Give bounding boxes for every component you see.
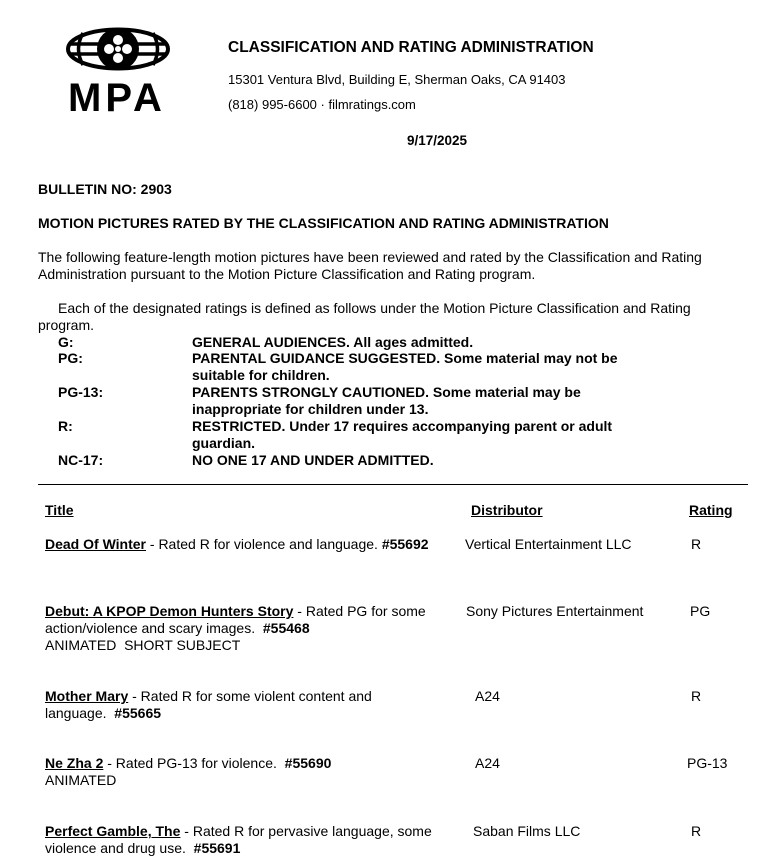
film-distributor: Saban Films LLC (473, 823, 581, 839)
film-number: #55691 (193, 840, 241, 856)
rating-code: R: (58, 418, 73, 434)
film-rating-reason: - Rated PG-13 for violence. (103, 755, 277, 771)
rating-definition: GENERAL AUDIENCES. All ages admitted. (192, 334, 474, 350)
film-distributor: A24 (475, 688, 500, 704)
film-title: Perfect Gamble, The (45, 823, 181, 839)
film-entry (45, 755, 440, 789)
film-entry (45, 688, 440, 722)
film-title: Ne Zha 2 (45, 755, 104, 771)
film-entry (45, 536, 440, 553)
film-note: ANIMATED (45, 772, 117, 788)
rating-definition: NO ONE 17 AND UNDER ADMITTED. (192, 452, 434, 468)
film-rating: R (691, 536, 702, 552)
rating-code: G: (58, 334, 74, 350)
film-distributor: Vertical Entertainment LLC (465, 536, 632, 552)
film-rating: R (691, 823, 702, 839)
rating-definition: PARENTS STRONGLY CAUTIONED. Some material may be inappropriate for children under 13. (192, 384, 581, 417)
film-rating-reason: - Rated R for some violent content and language. (45, 688, 372, 721)
rating-definition: RESTRICTED. Under 17 requires accompanying parent or adult guardian. (192, 418, 613, 451)
film-number: #55665 (114, 705, 162, 721)
film-rating: PG (690, 603, 711, 619)
intro-paragraph: The following feature-length motion pictures have been reviewed and rated by the Classification and Rating Administration pursuant to the Motion Picture Classification and Rating program. (38, 249, 702, 282)
rating-code: NC-17: (58, 452, 104, 468)
film-number: #55468 (262, 620, 310, 636)
film-distributor: Sony Pictures Entertainment (466, 603, 644, 619)
film-title: Mother Mary (45, 688, 129, 704)
film-rating-reason: - Rated PG for some action/violence and scary images. (45, 603, 426, 636)
rating-definition: PARENTAL GUIDANCE SUGGESTED. Some material may not be suitable for children. (192, 350, 618, 383)
rating-code: PG-13: (58, 384, 104, 400)
film-entry (45, 823, 440, 857)
column-header-distributor: Distributor (471, 502, 543, 518)
film-number: #55690 (284, 755, 332, 771)
definitions-intro: Each of the designated ratings is defined as follows under the Motion Picture Classification and Rating program. (38, 300, 691, 333)
column-header-rating: Rating (689, 502, 733, 518)
column-header-title: Title (45, 502, 74, 518)
rating-code: PG: (58, 350, 83, 366)
section-divider (38, 484, 748, 485)
mpa-globe-logo-icon (66, 27, 170, 71)
org-address: 15301 Ventura Blvd, Building E, Sherman Oaks, CA 91403 (228, 72, 566, 87)
film-rating-reason: - Rated R for pervasive language, some violence and drug use. (45, 823, 432, 856)
film-title: Dead Of Winter (45, 536, 146, 552)
film-rating: R (691, 688, 702, 704)
film-distributor: A24 (475, 755, 500, 771)
bulletin-number: BULLETIN NO: 2903 (38, 181, 172, 197)
film-title: Debut: A KPOP Demon Hunters Story (45, 603, 294, 619)
film-entry (45, 603, 440, 654)
bulletin-date: 9/17/2025 (407, 133, 468, 148)
film-rating-reason: - Rated R for violence and language. (146, 536, 378, 552)
film-number: #55692 (381, 536, 429, 552)
film-note: ANIMATED SHORT SUBJECT (45, 637, 241, 653)
mpa-logo-text: MPA (68, 76, 166, 120)
org-contact: (818) 995-6600 · filmratings.com (228, 97, 416, 112)
film-rating: PG-13 (687, 755, 728, 771)
org-name: CLASSIFICATION AND RATING ADMINISTRATION (228, 39, 594, 56)
page-heading: MOTION PICTURES RATED BY THE CLASSIFICATION AND RATING ADMINISTRATION (38, 215, 609, 231)
